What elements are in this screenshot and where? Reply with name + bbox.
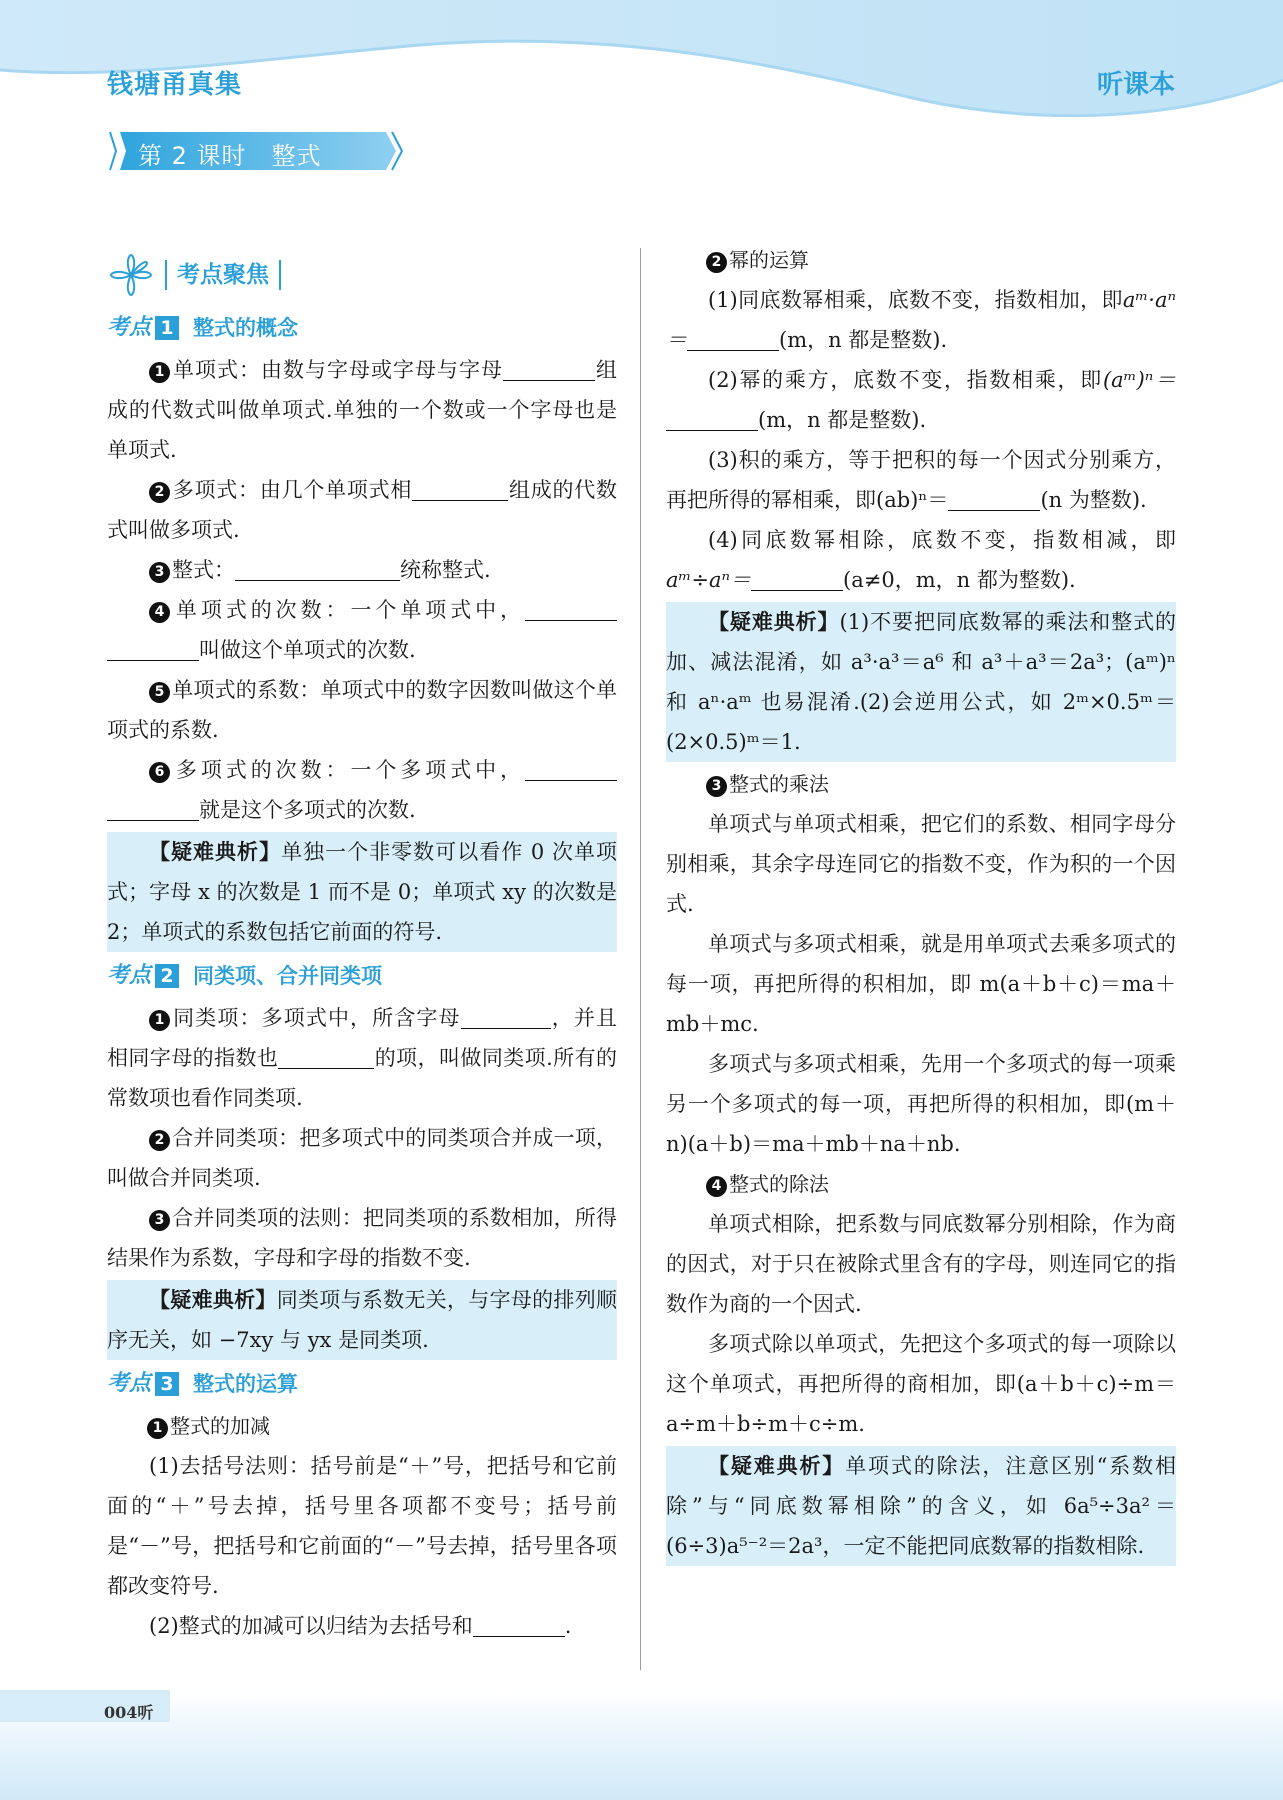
- power-note: 【疑难典析】(1)不要把同底数幂的乘法和整式的加、减法混淆，如 a³·a³＝a⁶ 和 a³＋a³＝2a³；(aᵐ)ⁿ 和 aⁿ·aᵐ 也易混淆.(2)会逆用公式，如 2ᵐ×0.5ᵐ＝(2×0.5)ᵐ＝1.: [666, 602, 1176, 762]
- right-column: [666, 240, 1176, 1568]
- k2-note: 【疑难典析】同类项与系数无关，与字母的排列顺序无关，如 −7xy 与 yx 是同类项.: [107, 1280, 617, 1360]
- title-bar-right: [279, 260, 281, 290]
- div-paragraph-2: 多项式除以单项式，先把这个多项式的每一项除以这个单项式，再把所得的商相加，即(a＋b＋c)÷m＝a÷m＋b÷m＋c÷m.: [666, 1332, 1176, 1436]
- kaodian-number: 2: [155, 964, 179, 988]
- kaodian-title: 整式的运算: [193, 1372, 299, 1396]
- mult-paragraph-2: 单项式与多项式相乘，就是用单项式去乘多项式的每一项，再把所得的积相加，即 m(a＋b＋c)＝ma＋mb＋mc.: [666, 932, 1176, 1036]
- division-note: 【疑难典析】单项式的除法，注意区别“系数相除”与“同底数幂相除”的含义，如 6a⁵÷3a²＝(6÷3)a⁵⁻²＝2a³，一定不能把同底数幂的指数相除.: [666, 1446, 1176, 1566]
- footer-gradient: [0, 1690, 1283, 1800]
- page-number: 004听: [104, 1703, 154, 1722]
- k2-item-3: 3 合并同类项的法则：把同类项的系数相加，所得结果作为系数，字母和字母的指数不变.: [107, 1206, 617, 1270]
- kaodian-title: 整式的概念: [193, 316, 299, 340]
- power-rule-2: (2)幂的乘方，底数不变，指数相乘，即(aᵐ)ⁿ＝(m，n 都是整数).: [666, 360, 1176, 440]
- title-bar-left: [165, 260, 167, 290]
- k2-item-2: 2 合并同类项：把多项式中的同类项合并成一项，叫做合并同类项.: [107, 1126, 617, 1190]
- kaodian-label: 考点: [107, 315, 152, 340]
- k1-item-1: 1 单项式：由数与字母或字母与字母 组成的代数式叫做单项式.单独的一个数或一个字母也是单项式.: [107, 350, 617, 470]
- column-divider: [640, 248, 641, 1670]
- kaodian-label: 考点: [107, 963, 152, 988]
- k1-item-4: 4 单项式的次数：一个单项式中，叫做这个单项式的次数.: [107, 590, 617, 670]
- k1-item-2: 2 多项式：由几个单项式相 组成的代数式叫做多项式.: [107, 470, 617, 550]
- kaodian-label: 考点: [107, 1371, 152, 1396]
- power-rule-3: (3)积的乘方，等于把积的每一个因式分别乘方，再把所得的幂相乘，即(ab)ⁿ＝ (n 为整数).: [666, 448, 1176, 512]
- lesson-title: 第 2 课时 整式: [138, 142, 322, 170]
- kaodian-title: 同类项、合并同类项: [193, 964, 383, 988]
- sub-heading-multiplication: 3 整式的乘法: [666, 764, 1176, 804]
- kaodian-3-header: [107, 1362, 617, 1406]
- k1-item-5: 5 单项式的系数：单项式中的数字因数叫做这个单项式的系数.: [107, 678, 617, 742]
- k1-item-6: 6 多项式的次数：一个多项式中，就是这个多项式的次数.: [107, 750, 617, 830]
- flower-icon: [107, 253, 155, 297]
- div-paragraph-1: 单项式相除，把系数与同底数幂分别相除，作为商的因式，对于只在被除式里含有的字母，则连同它的指数作为商的一个因式.: [666, 1212, 1176, 1316]
- k3-sub-heading-1: 1 整式的加减: [107, 1406, 617, 1446]
- section-header: [107, 252, 617, 298]
- kaodian-2-header: [107, 954, 617, 998]
- brand-title: 钱塘甬真集: [107, 70, 243, 100]
- k2-item-1: 1 同类项：多项式中，所含字母 ，并且相同字母的指数也 的项，叫做同类项.所有的常数项也看作同类项.: [107, 998, 617, 1118]
- k3-paragraph-2: (2)整式的加减可以归结为去括号和 .: [107, 1606, 617, 1646]
- k1-item-3: 3 整式： 统称整式.: [107, 550, 617, 590]
- section-title: 考点聚焦: [177, 262, 269, 288]
- left-column: [107, 252, 617, 1646]
- sub-heading-power: 2 幂的运算: [666, 240, 1176, 280]
- kaodian-1-header: [107, 306, 617, 350]
- book-label: 听课本: [1096, 70, 1175, 100]
- mult-paragraph-1: 单项式与单项式相乘，把它们的系数、相同字母分别相乘，其余字母连同它的指数不变，作为积的一个因式.: [666, 812, 1176, 916]
- power-rule-1: (1)同底数幂相乘，底数不变，指数相加，即aᵐ·aⁿ＝ (m，n 都是整数).: [666, 288, 1176, 352]
- k3-paragraph-1: (1)去括号法则：括号前是“＋”号，把括号和它前面的“＋”号去掉，括号里各项都不变号；括号前是“－”号，把括号和它前面的“－”号去掉，括号里各项都改变符号.: [107, 1454, 617, 1598]
- power-rule-4: (4)同底数幂相除，底数不变，指数相减，即aᵐ÷aⁿ＝ (a≠0，m，n 都为整数).: [666, 528, 1176, 592]
- kaodian-number: 3: [155, 1372, 179, 1396]
- sub-heading-division: 4 整式的除法: [666, 1164, 1176, 1204]
- mult-paragraph-3: 多项式与多项式相乘，先用一个多项式的每一项乘另一个多项式的每一项，再把所得的积相加，即(m＋n)(a＋b)＝ma＋mb＋na＋nb.: [666, 1052, 1176, 1156]
- kaodian-number: 1: [155, 316, 179, 340]
- k1-note: 【疑难典析】单独一个非零数可以看作 0 次单项式；字母 x 的次数是 1 而不是 0；单项式 xy 的次数是 2；单项式的系数包括它前面的符号.: [107, 832, 617, 952]
